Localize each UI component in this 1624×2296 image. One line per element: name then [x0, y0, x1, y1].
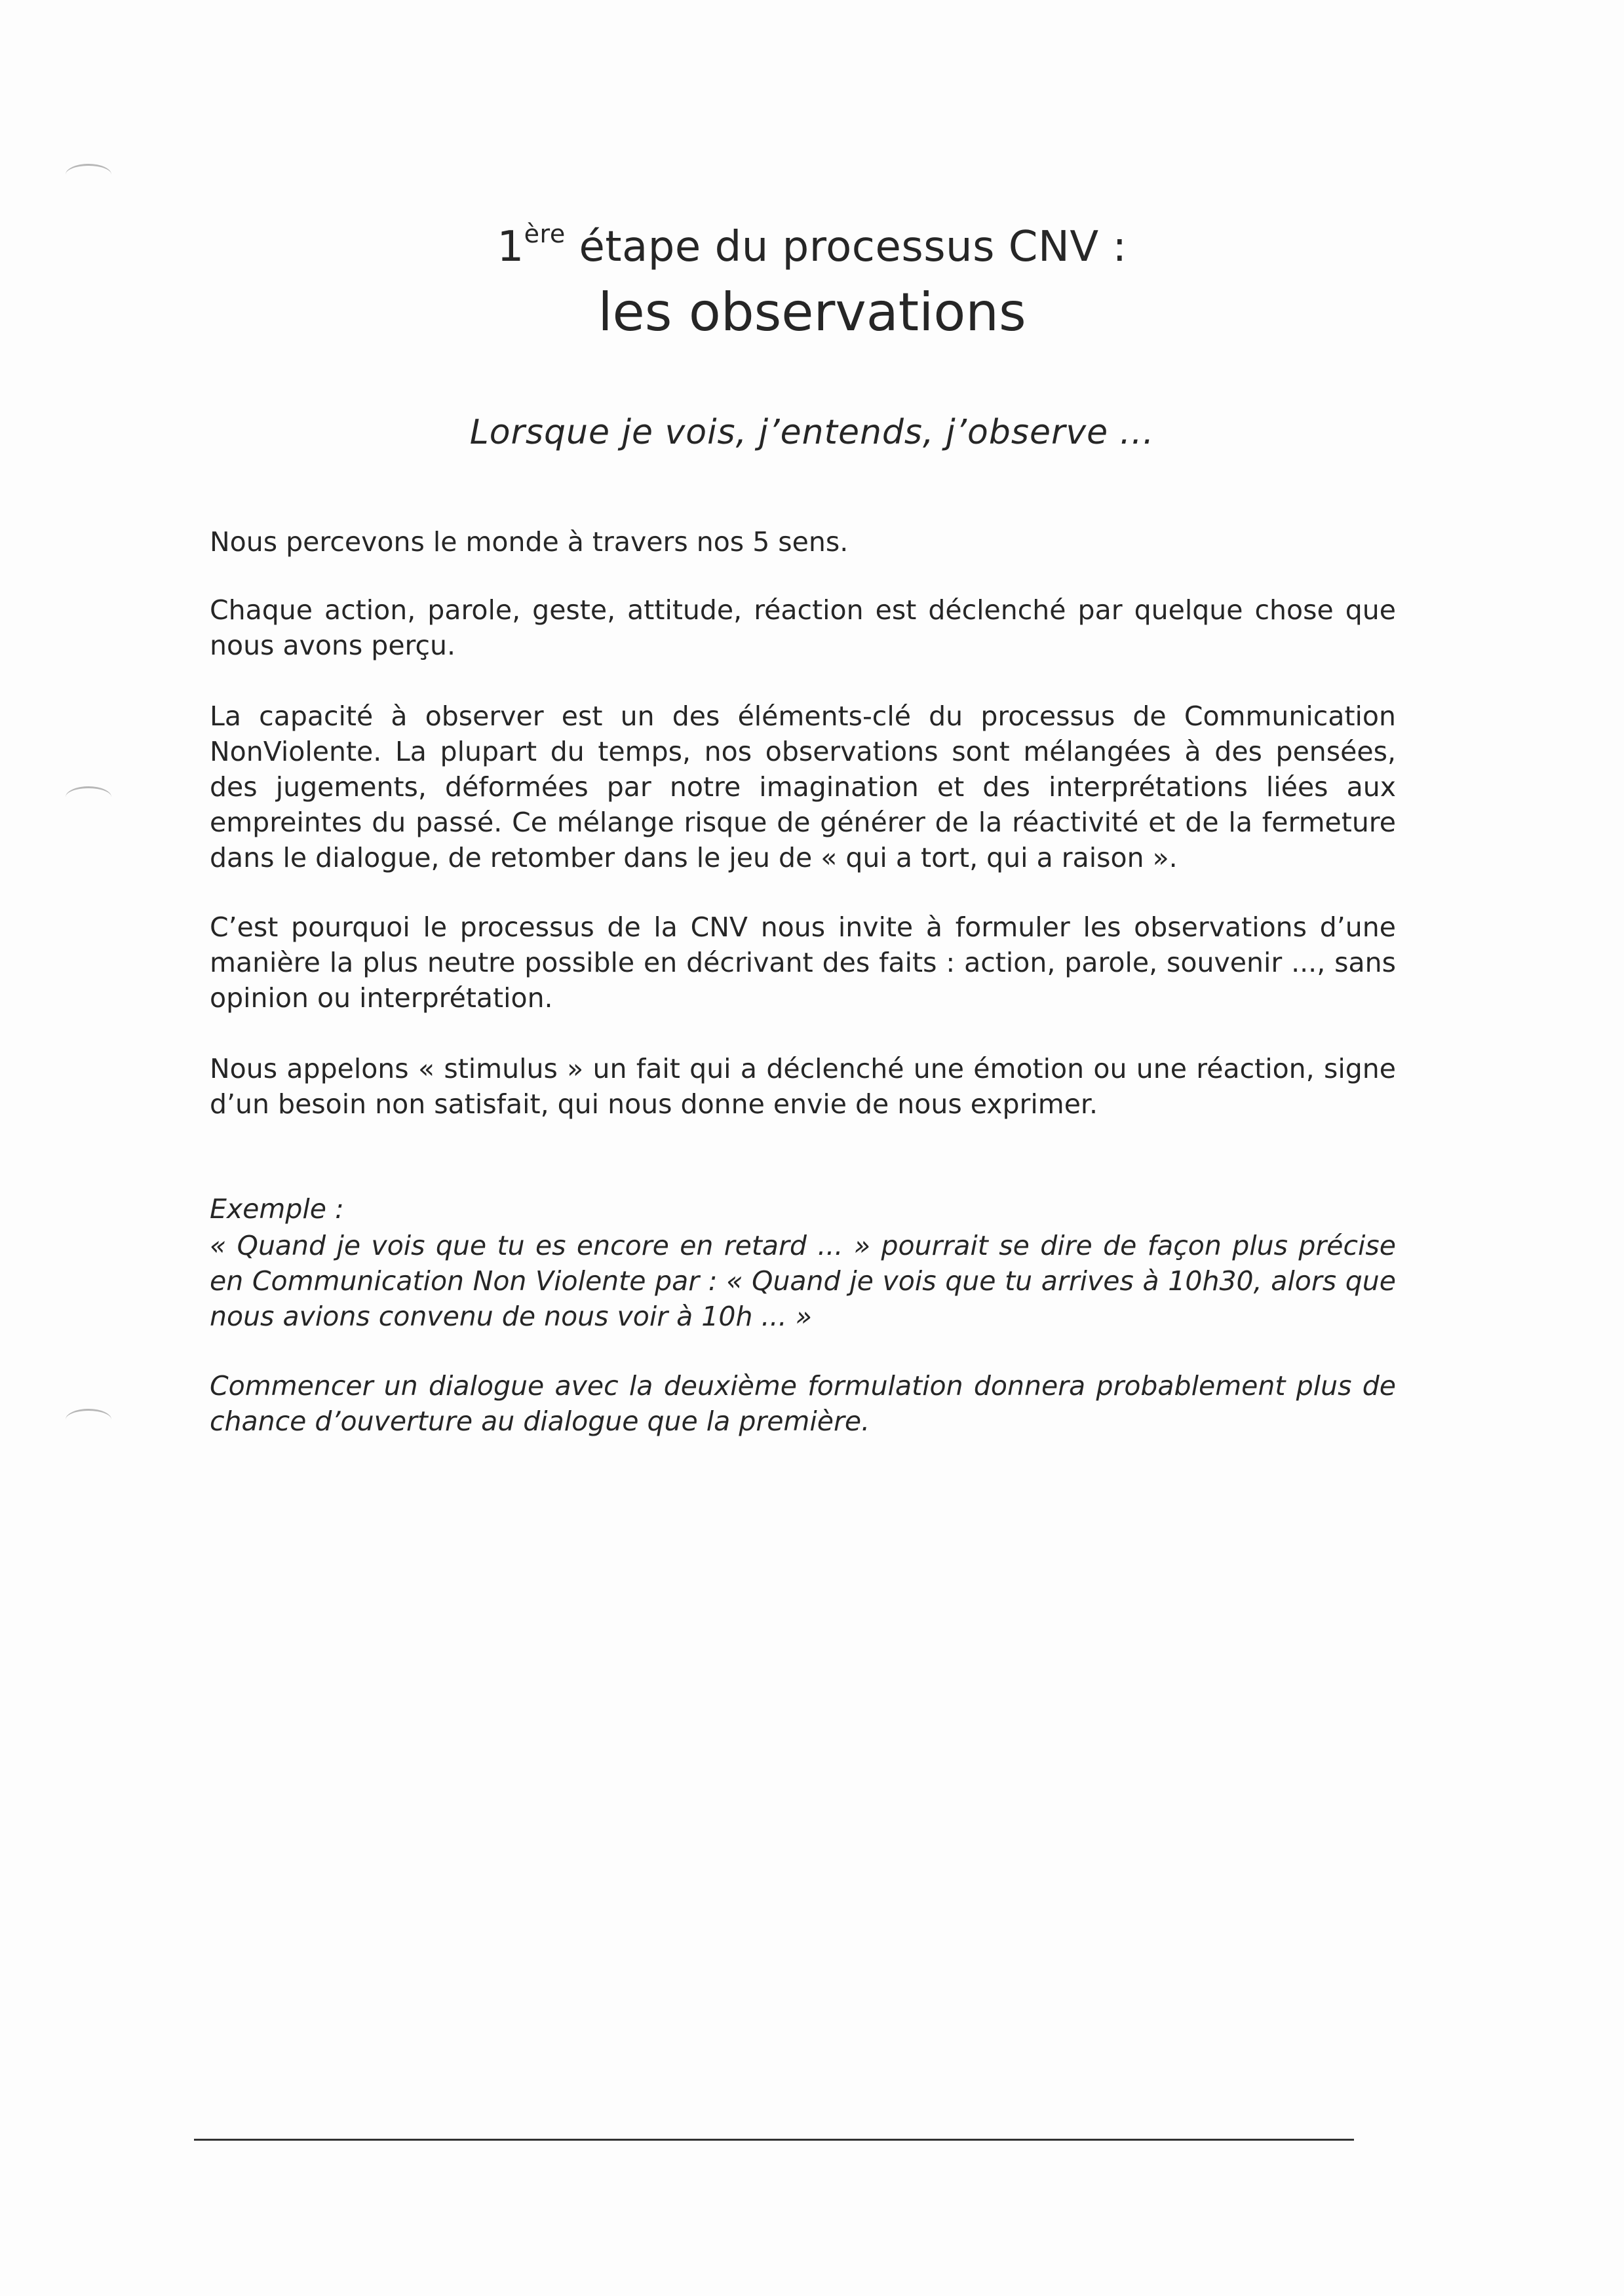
punch-hole-mark: [66, 786, 111, 808]
page-title: les observations: [598, 282, 1026, 343]
title-ordinal: 1: [497, 223, 524, 271]
bottom-divider: [194, 2139, 1354, 2141]
example-label: Exemple :: [210, 1193, 344, 1225]
punch-hole-mark: [66, 164, 111, 185]
paragraph: Nous appelons « stimulus » un fait qui a déclenché une émotion ou une réaction, signe d’un besoin non satisfait, qui nous donne envie de nous exprimer.: [210, 1053, 1396, 1120]
paragraph: C’est pourquoi le processus de la CNV nous invite à formuler les observations d’une manière la plus neutre possible en décrivant des faits : action, parole, souvenir ..., sans opinion ou interprétation.: [210, 911, 1396, 1014]
punch-hole-mark: [66, 1409, 111, 1430]
title-step-text: étape du processus CNV :: [565, 223, 1127, 271]
example-quote: « Quand je vois que tu es encore en retard ... » pourrait se dire de façon plus précise en Communication Non Violente par : « Quand je vois que tu arrives à 10h30, alors que nous avions convenu de nous voir à 10h ... »: [210, 1230, 1396, 1332]
title-ordinal-suffix: ère: [524, 219, 566, 248]
paragraph: Chaque action, parole, geste, attitude, réaction est déclenché par quelque chose que nous avons perçu.: [210, 594, 1396, 661]
title-line1: [0, 219, 1624, 271]
example-conclusion: Commencer un dialogue avec la deuxième formulation donnera probablement plus de chance d’ouverture au dialogue que la première.: [210, 1370, 1396, 1437]
subtitle: Lorsque je vois, j’entends, j’observe ...: [469, 413, 1155, 452]
paragraph: La capacité à observer est un des éléments-clé du processus de Communication NonViolente. La plupart du temps, nos observations sont mélangées à des pensées, des jugements, déformées par notre imagination et des interprétations liées aux empreintes du passé. Ce mélange risque de générer de la réactivité et de la fermeture dans le dialogue, de retomber dans le jeu de « qui a tort, qui a raison ».: [210, 700, 1396, 873]
paragraph: Nous percevons le monde à travers nos 5 sens.: [210, 526, 849, 558]
